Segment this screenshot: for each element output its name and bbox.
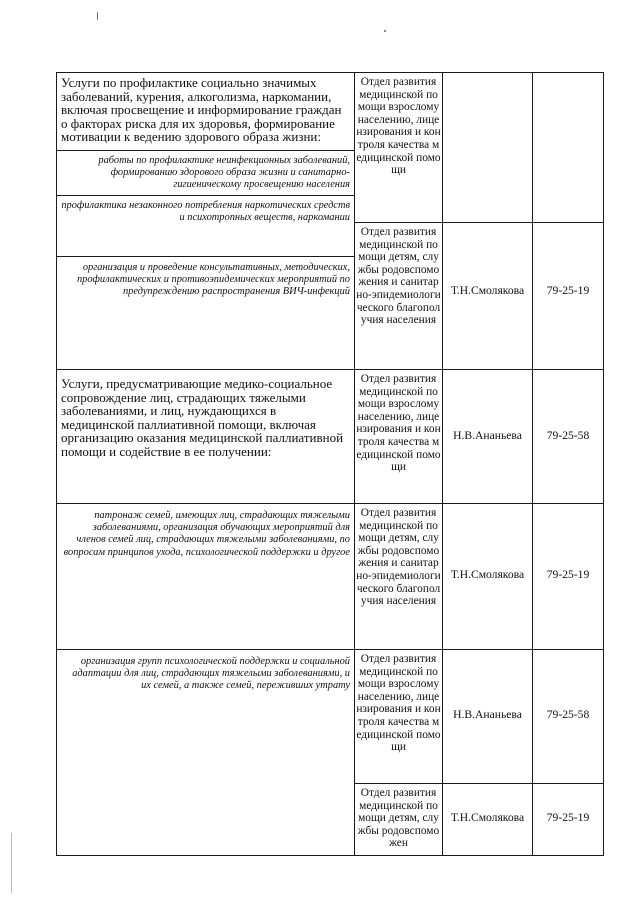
service-title-palliative: Услуги, предусматривающие медико-социальное сопровождение лиц, страдающих тяжелыми заболеваниями, и лиц, нуждающихся в медицинской паллиативной помощи, включая организацию оказания медицинской паллиативной помощи и содействие в ее получении: [61,376,344,459]
responsible-person: Н.В.Ананьева [453,708,522,721]
department-child-care: Отдел развития медицинской помощи детям, службы родовспоможен [357,787,440,850]
department-child-care: Отдел развития медицинской помощи детям, службы родовспоможения и санитарно-эпидемиологического благополучия населения [356,507,441,608]
responsible-person: Т.Н.Смолякова [450,284,525,297]
subitem-hiv-prevention: организация и проведение консультативных, методических, профилактических и противоэпидемических мероприятий по предупреждению распространения ВИЧ-инфекций [76,262,350,298]
subitem-family-patronage: патронаж семей, имеющих лиц, страдающих тяжелыми заболеваниями, организация обучающих мероприятий для членов семей лиц, страдающих тяжелыми заболеваниями, по вопросам принципов ухода, психологической поддержки и другое [63,510,350,558]
department-child-care: Отдел развития медицинской помощи детям, службы родовспоможения и санитарно-эпидемиологического благополучия населения [356,226,441,327]
responsible-person: Т.Н.Смолякова [450,811,525,824]
subitem-support-groups: организация групп психологической поддержки и социальной адаптации для лиц, страдающих тяжелыми заболеваниями, и их семей, а также семей, переживших утрату [72,656,350,692]
phone-number: 79-25-19 [546,284,590,297]
subitem-drug-prevention: профилактика незаконного потребления наркотических средств и психотропных веществ, наркомании [61,200,350,224]
phone-number: 79-25-58 [546,429,590,442]
phone-number: 79-25-19 [546,811,590,824]
subitem-ncd-prevention: работы по профилактике неинфекционных заболеваний, формированию здорового образа жизни и санитарно-гигиеническому просвещению населения [98,155,350,191]
scan-dot [384,30,386,32]
responsible-person: Н.В.Ананьева [453,429,522,442]
department-adult-care: Отдел развития медицинской помощи взрослому населению, лицензирования и контроля качества медицинской помощи [356,76,441,177]
scan-margin-line [11,833,12,893]
phone-number: 79-25-58 [546,708,590,721]
department-adult-care: Отдел развития медицинской помощи взрослому населению, лицензирования и контроля качества медицинской помощи [356,653,441,754]
service-title-prevention: Услуги по профилактике социально значимых заболеваний, курения, алкоголизма, наркомании, включая просвещение и информирование граждан о факторах риска для их здоровья, формирование мотивации к ведению здорового образа жизни: [61,75,342,144]
scan-mark [97,12,98,20]
responsible-person: Т.Н.Смолякова [450,568,525,581]
phone-number: 79-25-19 [546,568,590,581]
department-adult-care: Отдел развития медицинской помощи взрослому населению, лицензирования и контроля качества медицинской помощи [356,373,441,474]
